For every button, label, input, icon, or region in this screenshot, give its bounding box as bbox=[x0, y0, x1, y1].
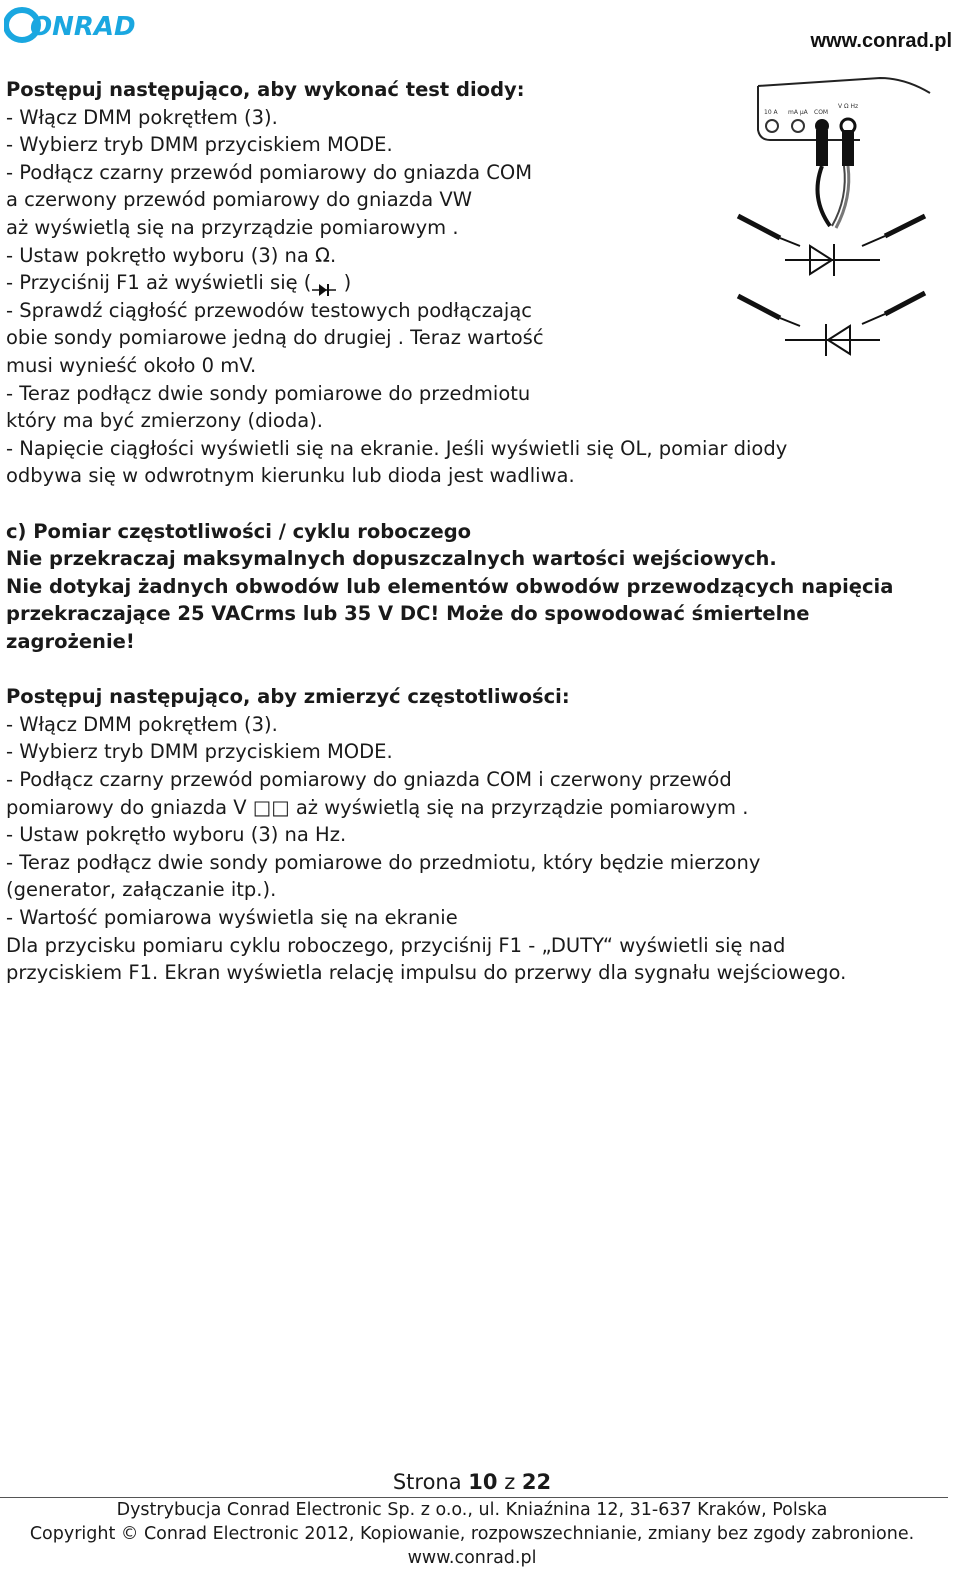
text-line-after: ) bbox=[337, 271, 352, 295]
footer-divider bbox=[0, 1497, 948, 1498]
footer-distributor: Dystrybucja Conrad Electronic Sp. z o.o., ul. Kniaźnina 12, 31-637 Kraków, Polska bbox=[116, 1500, 828, 1520]
text-line: c) Pomiar częstotliwości / cyklu roboczego bbox=[6, 519, 472, 543]
text-line: Postępuj następująco, aby zmierzyć częstotliwości: bbox=[6, 685, 570, 709]
page-current: 10 bbox=[468, 1470, 498, 1494]
text-line: - Podłącz czarny przewód pomiarowy do gniazda COM bbox=[6, 160, 533, 184]
svg-text:10 A: 10 A bbox=[764, 109, 778, 116]
diode-icon bbox=[311, 277, 337, 291]
text-line: zagrożenie! bbox=[6, 630, 135, 653]
text-line: - Podłącz czarny przewód pomiarowy do gniazda COM i czerwony przewód bbox=[6, 768, 732, 791]
text-line bbox=[6, 269, 351, 297]
text-line: odbywa się w odwrotnym kierunku lub dioda jest wadliwa. bbox=[6, 464, 575, 488]
text-line: - Wybierz tryb DMM przyciskiem MODE. bbox=[6, 133, 393, 157]
svg-text:COM: COM bbox=[814, 109, 829, 116]
text-line: - Sprawdź ciągłość przewodów testowych podłączając bbox=[6, 298, 533, 322]
text-line: Postępuj następująco, aby wykonać test diody: bbox=[6, 78, 525, 101]
text-line: musi wynieść około 0 mV. bbox=[6, 354, 257, 377]
text-line: - Teraz podłącz dwie sondy pomiarowe do przedmiotu bbox=[6, 381, 531, 405]
text-line: obie sondy pomiarowe jedną do drugiej . Teraz wartość bbox=[6, 326, 544, 350]
text-line: - Napięcie ciągłości wyświetli się na ekranie. Jeśli wyświetli się OL, pomiar diody bbox=[6, 436, 788, 460]
text-line: - Teraz podłącz dwie sondy pomiarowe do przedmiotu, który będzie mierzony bbox=[6, 850, 761, 874]
text-line: - Ustaw pokrętło wyboru (3) na Ω. bbox=[6, 243, 337, 267]
text-line-before: - Przyciśnij F1 aż wyświetli się ( bbox=[6, 271, 312, 295]
page-total: 22 bbox=[521, 1470, 552, 1494]
svg-text:mA µA: mA µA bbox=[788, 109, 808, 116]
text-line: który ma być zmierzony (dioda). bbox=[6, 409, 323, 433]
page-number bbox=[0, 1470, 944, 1494]
text-line: Dla przycisku pomiaru cyklu roboczego, przyciśnij F1 - „DUTY“ wyświetli się nad bbox=[6, 933, 786, 957]
logo-wordmark: ONRAD bbox=[30, 12, 136, 42]
text-line: - Włącz DMM pokrętłem (3). bbox=[6, 712, 278, 736]
multimeter-diode-test-diagram bbox=[730, 68, 935, 368]
header-site-url: www.conrad.pl bbox=[810, 30, 952, 52]
footer-copyright: Copyright © Conrad Electronic 2012, Kopiowanie, rozpowszechnianie, zmiany bez zgody zabronione. bbox=[29, 1524, 915, 1544]
text-line: przyciskiem F1. Ekran wyświetla relację impulsu do przerwy dla sygnału wejściowego. bbox=[6, 961, 847, 985]
text-line: Nie dotykaj żadnych obwodów lub elementów obwodów przewodzących napięcia bbox=[6, 574, 894, 598]
text-line: aż wyświetlą się na przyrządzie pomiarowym . bbox=[6, 216, 459, 239]
text-line: - Ustaw pokrętło wyboru (3) na Hz. bbox=[6, 823, 347, 847]
svg-text:V Ω Hz: V Ω Hz bbox=[838, 103, 859, 110]
text-line: przekraczające 25 VACrms lub 35 V DC! Może do spowodować śmiertelne bbox=[6, 602, 810, 626]
text-line: Nie przekraczaj maksymalnych dopuszczalnych wartości wejściowych. bbox=[6, 547, 777, 571]
text-line: pomiarowy do gniazda V □□ aż wyświetlą się na przyrządzie pomiarowym . bbox=[6, 795, 749, 819]
footer-site-url: www.conrad.pl bbox=[407, 1548, 537, 1568]
text-line: - Wartość pomiarowa wyświetla się na ekranie bbox=[6, 906, 458, 929]
conrad-logo bbox=[4, 4, 154, 44]
page-prefix: Strona bbox=[392, 1470, 469, 1494]
page-separator: z bbox=[497, 1470, 522, 1494]
text-line: (generator, załączanie itp.). bbox=[6, 878, 277, 902]
text-line: - Włącz DMM pokrętłem (3). bbox=[6, 105, 278, 129]
text-line: a czerwony przewód pomiarowy do gniazda VW bbox=[6, 188, 473, 212]
text-line: - Wybierz tryb DMM przyciskiem MODE. bbox=[6, 740, 393, 764]
